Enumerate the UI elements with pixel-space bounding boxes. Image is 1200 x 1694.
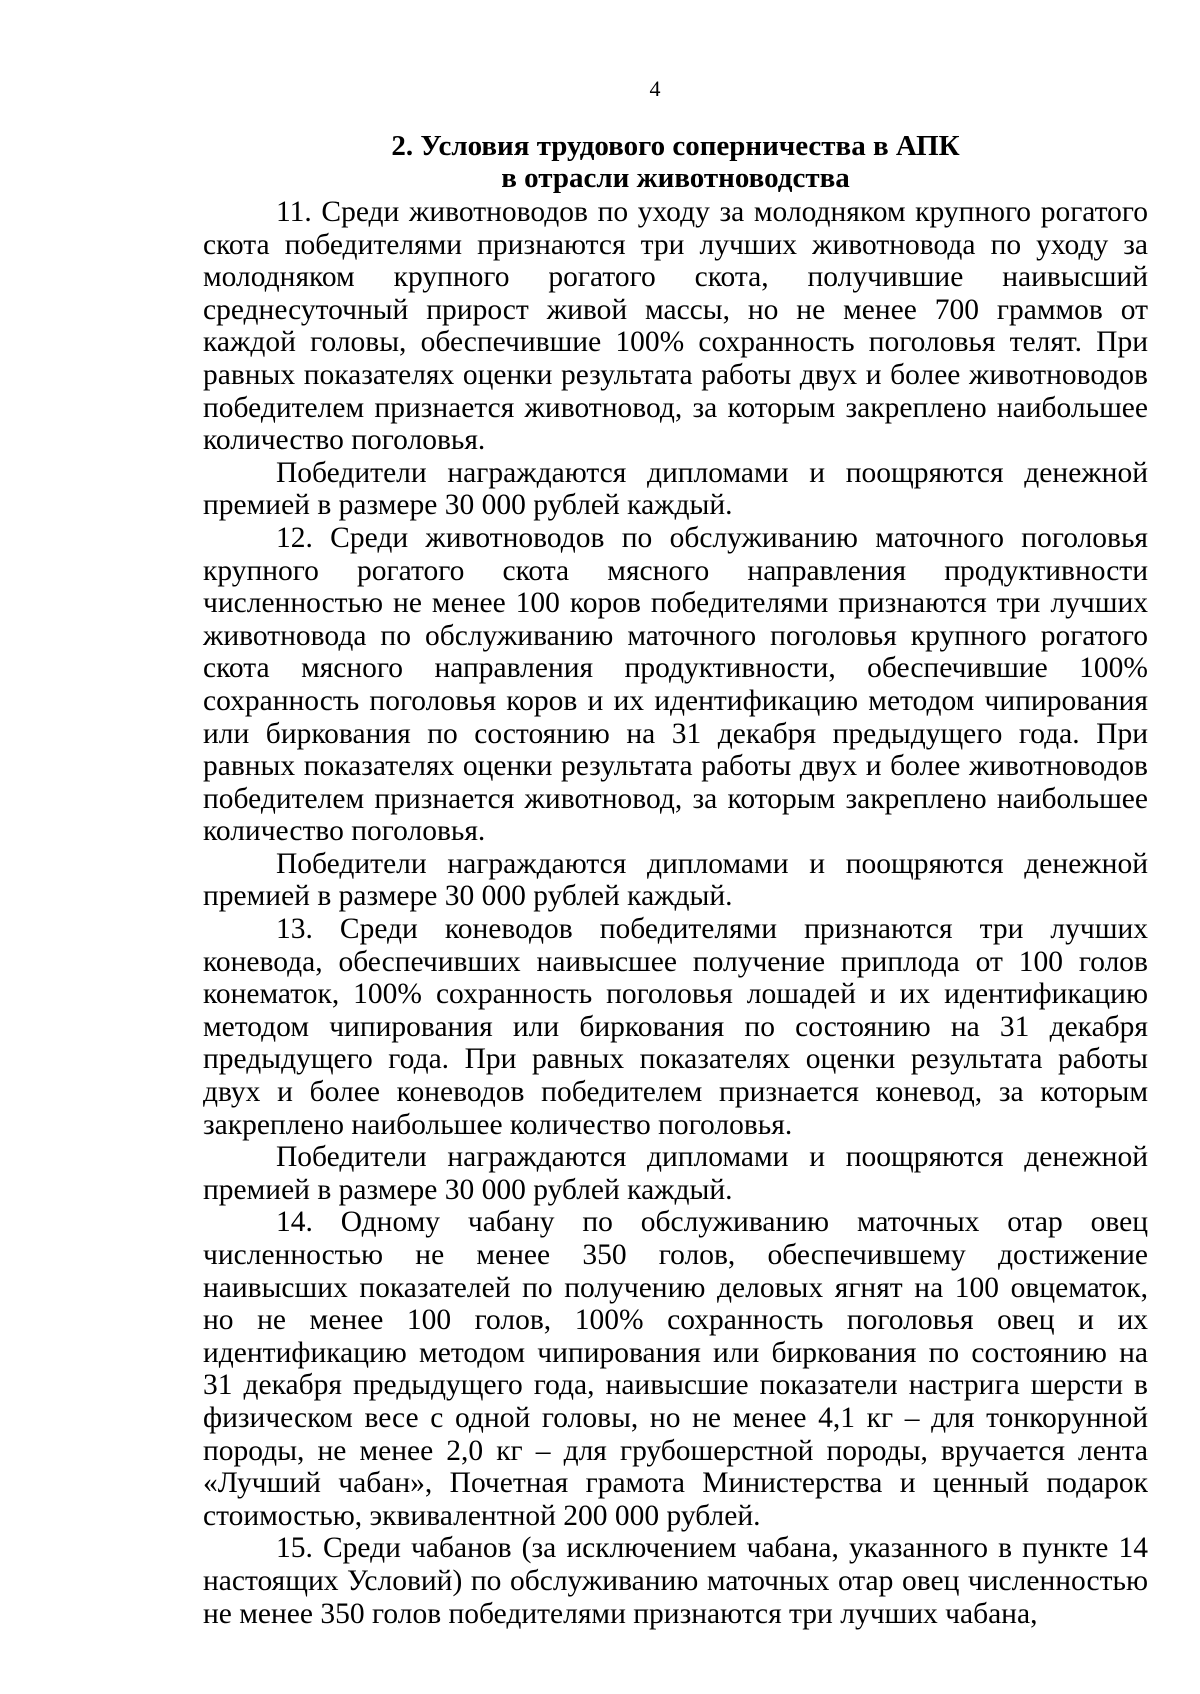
paragraph-12: 12. Среди животноводов по обслуживанию маточного поголовья крупного рогатого скота мясного направления продуктивности численностью не менее 100 коров победителями признаются три лучших животновода по обслуживанию маточного поголовья крупного рогатого скота мясного направления продуктивности, обеспечившие 100% сохранность поголовья коров и их идентификацию методом чипирования или биркования по состоянию на 31 декабря предыдущего года. При равных показателях оценки результата работы двух и более животноводов победителем признается животновод, за которым закреплено наибольшее количество поголовья. xyxy=(203,521,1148,848)
document-body xyxy=(203,196,1148,1630)
paragraph-14: 14. Одному чабану по обслуживанию маточных отар овец численностью не менее 350 голов, обеспечившему достижение наивысших показателей по получению деловых ягнят на 100 овцематок, но не менее 100 голов, 100% сохранность поголовья овец и их идентификацию методом чипирования или биркования по состоянию на 31 декабря предыдущего года, наивысшие показатели настрига шерсти в физическом весе с одной головы, но не менее 4,1 кг – для тонкорунной породы, не менее 2,0 кг – для грубошерстной породы, вручается лента «Лучший чабан», Почетная грамота Министерства и ценный подарок стоимостью, эквивалентной 200 000 рублей. xyxy=(203,1206,1148,1532)
section-heading-line-1: 2. Условия трудового соперничества в АПК xyxy=(391,130,960,162)
paragraph-13-award: Победители награждаются дипломами и поощряются денежной премией в размере 30 000 рублей каждый. xyxy=(203,1141,1148,1206)
page-number: 4 xyxy=(649,76,661,101)
paragraph-13: 13. Среди коневодов победителями признаются три лучших коневода, обеспечивших наивысшее получение приплода от 100 голов конематок, 100% сохранность поголовья лошадей и их идентификацию методом чипирования или биркования по состоянию на 31 декабря предыдущего года. При равных показателях оценки результата работы двух и более коневодов победителем признается коневод, за которым закреплено наибольшее количество поголовья. xyxy=(203,913,1148,1141)
section-heading-line-2: в отрасли животноводства xyxy=(501,162,850,194)
paragraph-15: 15. Среди чабанов (за исключением чабана, указанного в пункте 14 настоящих Условий) по обслуживанию маточных отар овец численностью не менее 350 голов победителями признаются три лучших чабана, xyxy=(203,1532,1148,1630)
section-heading xyxy=(203,130,1148,194)
paragraph-11: 11. Среди животноводов по уходу за молодняком крупного рогатого скота победителями признаются три лучших животновода по уходу за молодняком крупного рогатого скота, получившие наивысший среднесуточный прирост живой массы, но не менее 700 граммов от каждой головы, обеспечившие 100% сохранность поголовья телят. При равных показателях оценки результата работы двух и более животноводов победителем признается животновод, за которым закреплено наибольшее количество поголовья. xyxy=(203,196,1148,457)
paragraph-11-award: Победители награждаются дипломами и поощряются денежной премией в размере 30 000 рублей каждый. xyxy=(203,456,1148,522)
paragraph-12-award: Победители награждаются дипломами и поощряются денежной премией в размере 30 000 рублей каждый. xyxy=(203,847,1148,913)
